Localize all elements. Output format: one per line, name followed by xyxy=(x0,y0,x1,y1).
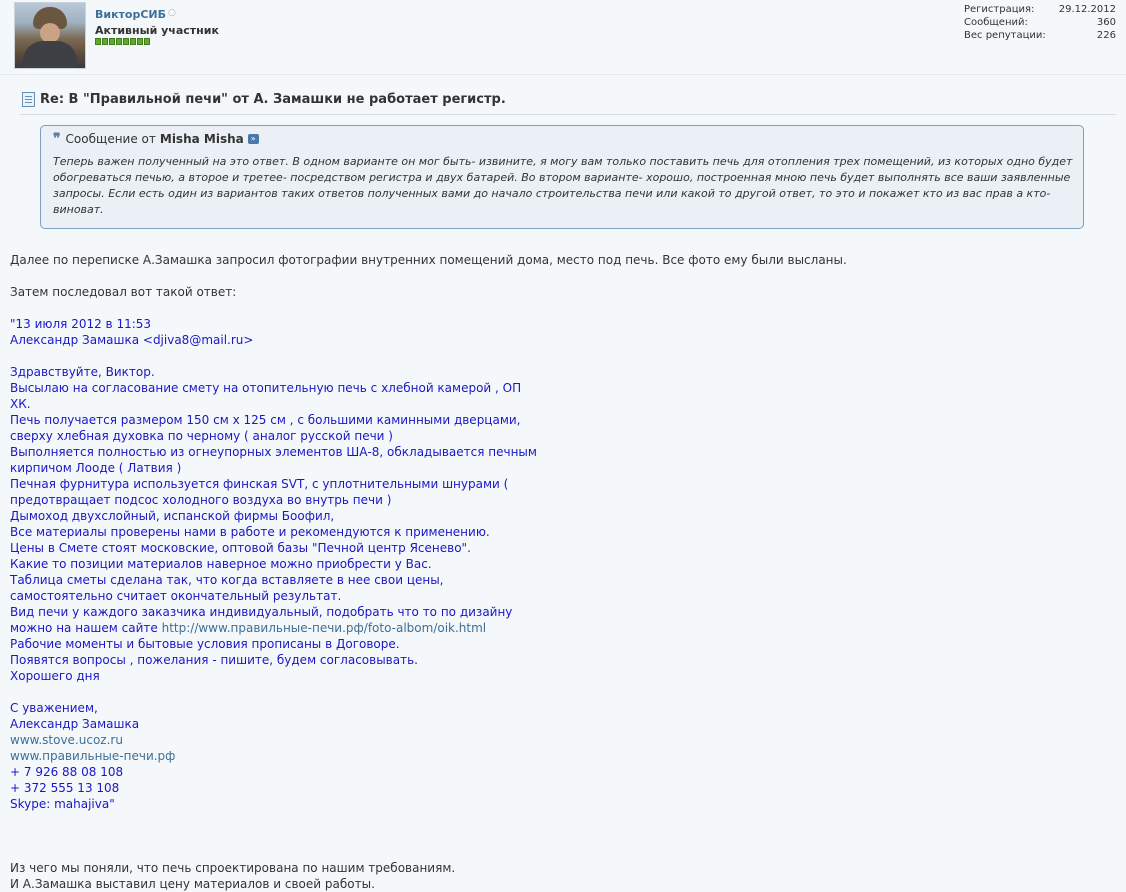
email-line: Все материалы проверены нами в работе и рекомендуются к применению. xyxy=(10,525,490,539)
stat-label: Регистрация: xyxy=(964,4,1035,15)
email-line: Вид печи у каждого заказчика индивидуальный, подобрать что то по дизайну xyxy=(10,605,513,619)
reputation-pip xyxy=(130,38,136,45)
email-line: Выполняется полностью из огнеупорных элементов ША-8, обкладывается печным xyxy=(10,445,537,459)
email-line: предотвращает подсос холодного воздуха во внутрь печи ) xyxy=(10,493,392,507)
email-line: Появятся вопросы , пожелания - пишите, будем согласовывать. xyxy=(10,653,418,667)
stat-label: Вес репутации: xyxy=(964,30,1046,41)
view-post-icon[interactable]: » xyxy=(248,134,259,144)
signature-site-link[interactable]: www.правильные-печи.рф xyxy=(10,749,176,763)
email-line: кирпичом Лооде ( Латвия ) xyxy=(10,461,182,475)
email-from: Александр Замашка <djiva8@mail.ru> xyxy=(10,333,254,347)
email-line: Печная фурнитура используется финская SVT, с уплотнительными шнурами ( xyxy=(10,477,509,491)
signature-site-link[interactable]: www.stove.ucoz.ru xyxy=(10,733,123,747)
quote-header xyxy=(53,131,259,147)
post-paragraph: Далее по переписке А.Замашка запросил фотографии внутренних помещений дома, место под печь. Все фото ему были высланы. xyxy=(10,253,847,267)
signature-phone: + 7 926 88 08 108 xyxy=(10,765,124,779)
post-title: Re: В "Правильной печи" от А. Замашки не работает регистр. xyxy=(40,92,506,107)
post-header xyxy=(0,0,1126,75)
email-line: Дымоход двухслойный, испанской фирмы Боофил, xyxy=(10,509,335,523)
email-line: Хорошего дня xyxy=(10,669,100,683)
signature-skype: Skype: mahajiva" xyxy=(10,797,115,811)
stat-value: 29.12.2012 xyxy=(1058,4,1116,15)
reputation-pip xyxy=(116,38,122,45)
quote-icon: ❞ xyxy=(53,131,61,147)
reputation-pip xyxy=(109,38,115,45)
reputation-bar xyxy=(95,38,150,45)
quote-author: Misha Misha xyxy=(159,132,244,146)
quote-text: Теперь важен полученный на это ответ. В одном варианте он мог быть- извините, я могу вам только поставить печь для отопления трех помещений, из которых одно будет обогреваться печью, а второе и третее- посредством регистра и двух батарей. Во втором варианте- хорошо, построенная мною печь будет выполнять все ваши заявленные запросы. Если есть один из вариантов таких ответов полученных вами до начало строительства печи или какой то другой ответ, то это и покажет кто из вас прав а кто- виноват. xyxy=(53,155,1073,216)
site-line-prefix: можно на нашем сайте xyxy=(10,621,162,635)
email-line: Здравствуйте, Виктор. xyxy=(10,365,155,379)
email-line: самостоятельно считает окончательный результат. xyxy=(10,589,342,603)
signature-phone: + 372 555 13 108 xyxy=(10,781,120,795)
reputation-pip xyxy=(144,38,150,45)
email-line: Таблица сметы сделана так, что когда вставляете в нее свои цены, xyxy=(10,573,444,587)
user-title: Активный участник xyxy=(95,24,219,37)
username-link[interactable]: ВикторСИБ xyxy=(95,8,167,21)
quote-block xyxy=(40,125,1084,229)
post-title-row xyxy=(22,92,506,107)
reputation-pip xyxy=(95,38,101,45)
site-link[interactable]: http://www.правильные-печи.рф/foto-albom/oik.html xyxy=(161,621,487,635)
post-paragraph: Затем последовал вот такой ответ: xyxy=(10,285,237,299)
signature-name: Александр Замашка xyxy=(10,717,140,731)
reputation-pip xyxy=(137,38,143,45)
reputation-pip xyxy=(123,38,129,45)
stat-value: 360 xyxy=(1096,17,1116,28)
post-body xyxy=(10,252,1110,892)
quote-prefix: Сообщение от xyxy=(65,132,156,146)
post-paragraph: И А.Замашка выставил цену материалов и своей работы. xyxy=(10,877,375,891)
signature-regards: С уважением, xyxy=(10,701,98,715)
reputation-pip xyxy=(102,38,108,45)
post-paragraph: Из чего мы поняли, что печь спроектирована по нашим требованиям. xyxy=(10,861,456,875)
email-line xyxy=(10,620,1110,636)
email-line: Высылаю на согласование смету на отопительную печь с хлебной камерой , ОП xyxy=(10,381,522,395)
email-line: сверху хлебная духовка по черному ( аналог русской печи ) xyxy=(10,429,393,443)
email-line: Рабочие моменты и бытовые условия прописаны в Договоре. xyxy=(10,637,400,651)
stat-value: 226 xyxy=(1096,30,1116,41)
user-stats xyxy=(964,3,1116,42)
stat-label: Сообщений: xyxy=(964,17,1028,28)
email-date: "13 июля 2012 в 11:53 xyxy=(10,317,152,331)
email-line: Какие то позиции материалов наверное можно приобрести у Вас. xyxy=(10,557,432,571)
email-line: ХК. xyxy=(10,397,31,411)
email-line: Печь получается размером 150 см х 125 см , с большими каминными дверцами, xyxy=(10,413,521,427)
offline-status-icon: ○ xyxy=(168,8,176,18)
avatar[interactable] xyxy=(14,2,86,69)
email-line: Цены в Смете стоят московские, оптовой базы "Печной центр Ясенево". xyxy=(10,541,471,555)
document-icon xyxy=(22,92,35,107)
divider xyxy=(20,114,1116,115)
